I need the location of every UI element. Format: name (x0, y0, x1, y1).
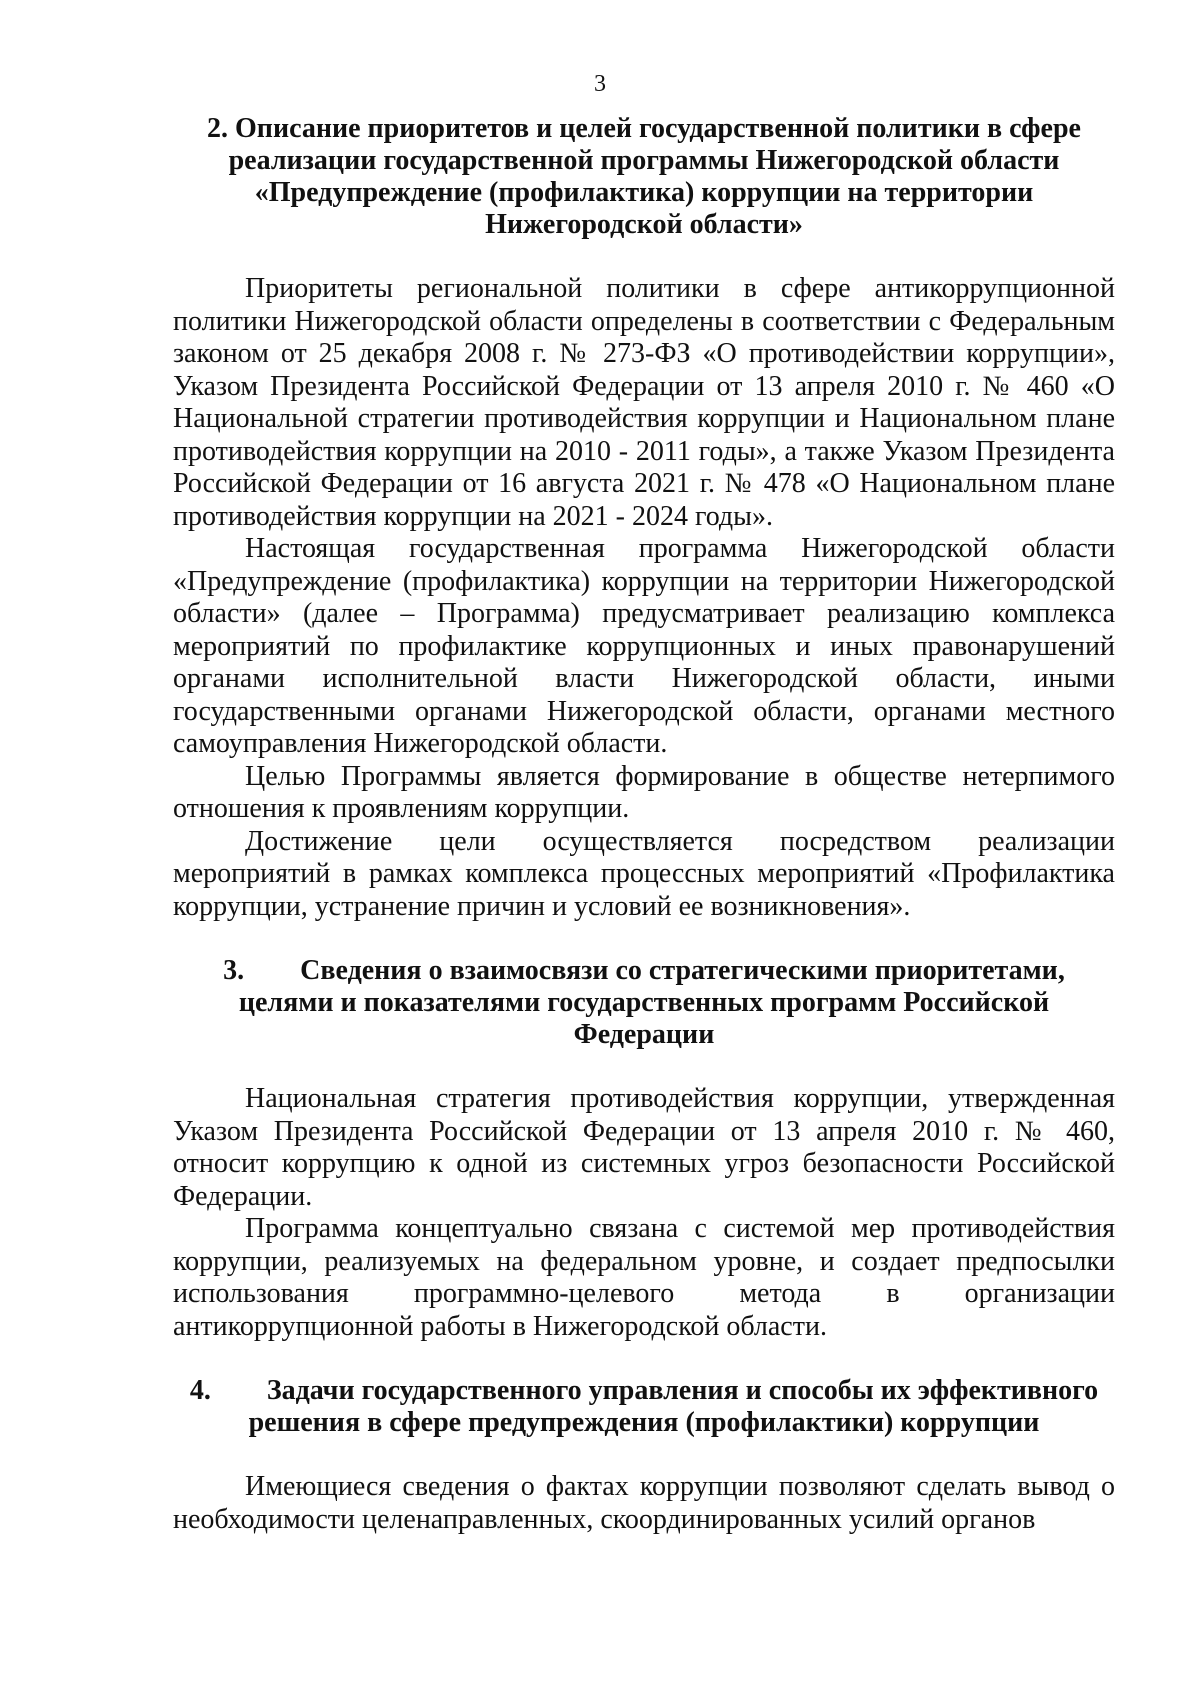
section-3-heading (173, 955, 1115, 1051)
section-4-heading (173, 1375, 1115, 1439)
section-2-paragraph-1: Приоритеты региональной политики в сфере антикоррупционной политики Нижегородской области определены в соответствии с Федеральным законом от 25 декабря 2008 г. № 273-ФЗ «О противодействии коррупции», Указом Президента Российской Федерации от 13 апреля 2010 г. № 460 «О Национальной стратегии противодействия коррупции и Национальном плане противодействия коррупции на 2010 - 2011 годы», а также Указом Президента Российской Федерации от 16 августа 2021 г. № 478 «О Национальном плане противодействия коррупции на 2021 - 2024 годы». (173, 273, 1115, 532)
section-4-heading-line-2: решения в сфере предупреждения (профилактики) коррупции (248, 1407, 1040, 1438)
section-2-heading-line-3: «Предупреждение (профилактика) коррупции на территории (254, 177, 1034, 208)
section-3-paragraph-1: Национальная стратегия противодействия коррупции, утвержденная Указом Президента Российской Федерации от 13 апреля 2010 г. № 460, относит коррупцию к одной из системных угроз безопасности Российской Федерации. (173, 1083, 1115, 1212)
section-4-paragraph-1: Имеющиеся сведения о фактах коррупции позволяют сделать вывод о необходимости целенаправленных, скоординированных усилий органов (173, 1471, 1115, 1535)
section-2-paragraph-2: Настоящая государственная программа Нижегородской области «Предупреждение (профилактика) коррупции на территории Нижегородской области» (далее – Программа) предусматривает реализацию комплекса мероприятий по профилактике коррупционных и иных правонарушений органами исполнительной власти Нижегородской области, иными государственными органами Нижегородской области, органами местного самоуправления Нижегородской области. (173, 533, 1115, 759)
section-2-heading-line-4: Нижегородской области» (485, 209, 803, 240)
section-3-heading-line-1: Сведения о взаимосвязи со стратегическими приоритетами, (300, 955, 1065, 986)
section-2-heading (173, 113, 1115, 241)
document-body (173, 113, 1115, 1536)
section-4-number: 4. (189, 1375, 211, 1406)
section-2-paragraph-3: Целью Программы является формирование в обществе нетерпимого отношения к проявлениям коррупции. (173, 760, 1115, 824)
page-number: 3 (594, 71, 606, 97)
section-3-heading-line-2: целями и показателями государственных программ Российской (238, 987, 1050, 1018)
section-4 (173, 1375, 1115, 1536)
section-2-paragraph-4: Достижение цели осуществляется посредством реализации мероприятий в рамках комплекса процессных мероприятий «Профилактика коррупции, устранение причин и условий ее возникновения». (173, 825, 1115, 922)
section-2-heading-line-2: реализации государственной программы Нижегородской области (228, 145, 1060, 176)
section-4-heading-line-1: Задачи государственного управления и способы их эффективного (266, 1375, 1099, 1406)
section-3-heading-line-3: Федерации (573, 1019, 715, 1050)
section-2-heading-line-1: 2. Описание приоритетов и целей государственной политики в сфере (207, 113, 1081, 144)
section-3-number: 3. (223, 955, 245, 986)
section-2 (173, 113, 1115, 923)
section-3 (173, 955, 1115, 1343)
section-3-paragraph-2: Программа концептуально связана с системой мер противодействия коррупции, реализуемых на федеральном уровне, и создает предпосылки использования программно-целевого метода в организации антикоррупционной работы в Нижегородской области. (173, 1213, 1115, 1342)
